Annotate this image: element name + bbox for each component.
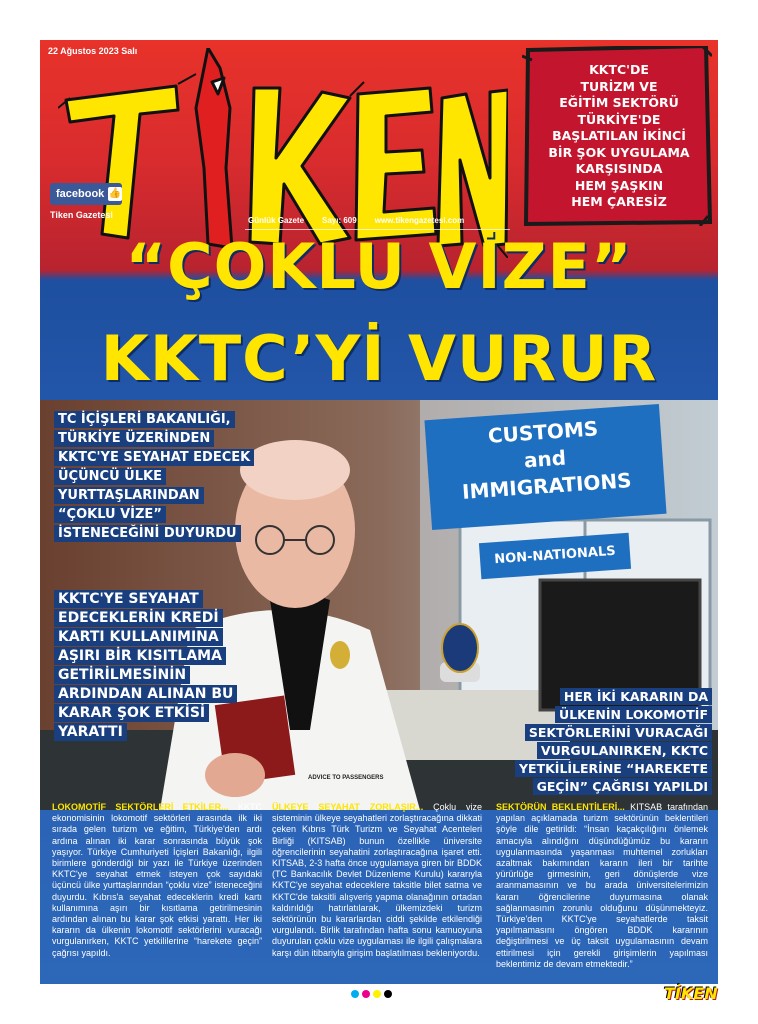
cyan-mark: [351, 990, 359, 998]
desk-notice: ADVICE TO PASSENGERS: [308, 775, 384, 781]
website-link[interactable]: www.tikengazetesi.com: [374, 216, 465, 225]
promo-line: HEM ÇARESİZ: [571, 194, 667, 209]
thumbs-up-icon: 👍: [108, 188, 122, 199]
promo-line: BAŞLATILAN İKİNCİ: [552, 128, 686, 143]
callout-text: TC İÇİŞLERİ BAKANLIĞI, TÜRKİYE ÜZERİNDEN KKTC'YE SEYAHAT EDECEK ÜÇÜNCÜ ÜLKE YURTTAŞLARINDAN “ÇOKLU VİZE” İSTENECEĞİNİ DUYURDU: [54, 411, 254, 542]
promo-text: [532, 62, 706, 211]
promo-line: TURİZM VE: [580, 78, 658, 94]
promo-line: BİR ŞOK UYGULAMA: [548, 144, 690, 160]
column-lead: LOKOMOTİF SEKTÖRLERİ ETKİLER...: [52, 802, 229, 812]
callout-credit-card: [54, 590, 244, 742]
promo-line: KARŞISINDA: [575, 161, 663, 176]
callout-visa-announcement: [54, 410, 254, 543]
column-text: KITSAB tarafından yapılan açıklamada turizm sektörünün beklentileri şöyle dile getirildi: “İnsan kaçakçılığını önlemek amacıyla alındığını düşündüğümüz bu kararın uygulanmasında yaşanması muhtemel zorlukları azaltmak bakımından kararın ileri bir tarihte yürürlüğe girmesinin, geri dönüşlerde vize aranmamasının ve bu arada üniversitelerimizin kararı öğrencilerine duyurmasına olanak sağlanmasının zorunlu olduğunu düşünmekteyiz. Türkiye'den KKTC'ye seyahatlerde taksit yapılmamasını öngören BDDK kararının değiştirilmesi ve üç taksit uygulamasının devam ettirilmesi için gerekli girişimlerin yapılması beklentimiz de devam etmektedir.”: [496, 802, 708, 969]
column-text: Çoklu vize sisteminin ülkeye seyahatleri zorlaştıracağına dikkati çeken Kıbrıs Türk Turizm ve Seyahat Acenteleri Birliği (KITSAB) bunun özellikle üniversite öğrencilerinin seyahatini zorlaştıracağına işaret etti. KITSAB, 2-3 hafta önce uygulamaya giren bir BDDK (TC Bankacılık Devlet Düzenleme Kurulu) kararıyla KKTC'ye seyahat edeceklere taksitle bilet satma ve KKTC'de taksitli alışveriş yapma olanağının ortadan kaldırıldığı hatırlatılarak, ülkemizdeki turizm sektörünün bu kararlardan ciddi şekilde etkilendiği vurgulandı. Birlik tarafından hafta sonu kamuoyuna duyurulan çoklu vize uygulaması ile ilgili çalışmalara karşı dün itibariyla girişim başlatılması bekleniyordu.: [272, 802, 482, 958]
callout-text: KKTC'YE SEYAHAT EDECEKLERİN KREDİ KARTI KULLANIMINA AŞIRI BİR KISITLAMA GETİRİLMESİNİN ARDINDAN ALINAN BU KARAR ŞOK ETKİSİ YARATTI: [54, 590, 237, 741]
article-column-3: [496, 802, 708, 970]
callout-call-to-action: [510, 688, 712, 796]
article-column-1: [52, 802, 262, 959]
facebook-label: facebook: [56, 188, 105, 200]
magenta-mark: [362, 990, 370, 998]
sign-customs: CUSTOMS: [487, 416, 599, 448]
tiken-logo: [58, 48, 508, 258]
headline-line-1: “ÇOKLU VİZE”: [125, 230, 633, 303]
masthead-meta: [248, 216, 464, 225]
column-lead: ÜLKEYE SEYAHAT ZORLAŞIR...: [272, 802, 424, 812]
non-nationals-sign: NON-NATIONALS: [479, 533, 631, 579]
promo-line: TÜRKİYE'DE: [577, 111, 661, 127]
footer-logo: TİKEN: [664, 984, 718, 1003]
customs-sign: [424, 404, 666, 530]
column-lead: SEKTÖRÜN BEKLENTİLERİ...: [496, 802, 625, 812]
issue-number: Sayı: 609: [322, 216, 357, 225]
yellow-mark: [373, 990, 381, 998]
column-text: KKTC ekonomisinin lokomotif sektörleri arasında ilk iki sırada gelen turizm ve eğitim, Türkiye'den ardı ardına alınan iki karar sonrasında büyük şok yaşıyor. Türkiye Cumhuriyeti İçişleri Bakanlığı, ilgili birimlere gönderdiği bir yazı ile Türkiye üzerinden KKTC'ye seyahat etmek isteyen çok sayıdaki üçüncü ülke yurttaşlarından “çoklu vize” isteneceğini duyurdu. Kıbrıs'a seyahat edeceklerin kredi kartı kullanımına aşırı bir kısıtlama getirilmesinin ardından alınan bu karar şok etkisi yarattı. Her iki kararın da ülkenin lokomotif sektörlerini vuracağı vurgulanırken, KKTC yetkililerine “harekete geçin” çağrısı yapıldı.: [52, 802, 262, 958]
issue-date: 22 Ağustos 2023 Salı: [48, 46, 138, 56]
front-page: [40, 40, 718, 984]
gazette-name: Tiken Gazetesi: [50, 210, 113, 220]
promo-line: KKTC'DE: [589, 62, 649, 77]
facebook-badge[interactable]: [50, 183, 122, 205]
sign-immigrations: IMMIGRATIONS: [461, 468, 633, 504]
promo-line: EĞİTİM SEKTÖRÜ: [559, 95, 679, 110]
promo-line: HEM ŞAŞKIN: [574, 177, 664, 193]
black-mark: [384, 990, 392, 998]
headline-line-2: KKTC’Yİ VURUR: [100, 322, 658, 395]
article-column-2: [272, 802, 482, 959]
print-color-marks: [351, 990, 392, 998]
sign-and: and: [523, 445, 567, 473]
gazette-type: Günlük Gazete: [248, 216, 305, 225]
callout-text: HER İKİ KARARIN DA ÜLKENİN LOKOMOTİF SEKTÖRLERİNİ VURACAĞI VURGULANIRKEN, KKTC YETKİLİLERİNE “HAREKETE GEÇİN” ÇAĞRISI YAPILDI: [515, 688, 712, 795]
